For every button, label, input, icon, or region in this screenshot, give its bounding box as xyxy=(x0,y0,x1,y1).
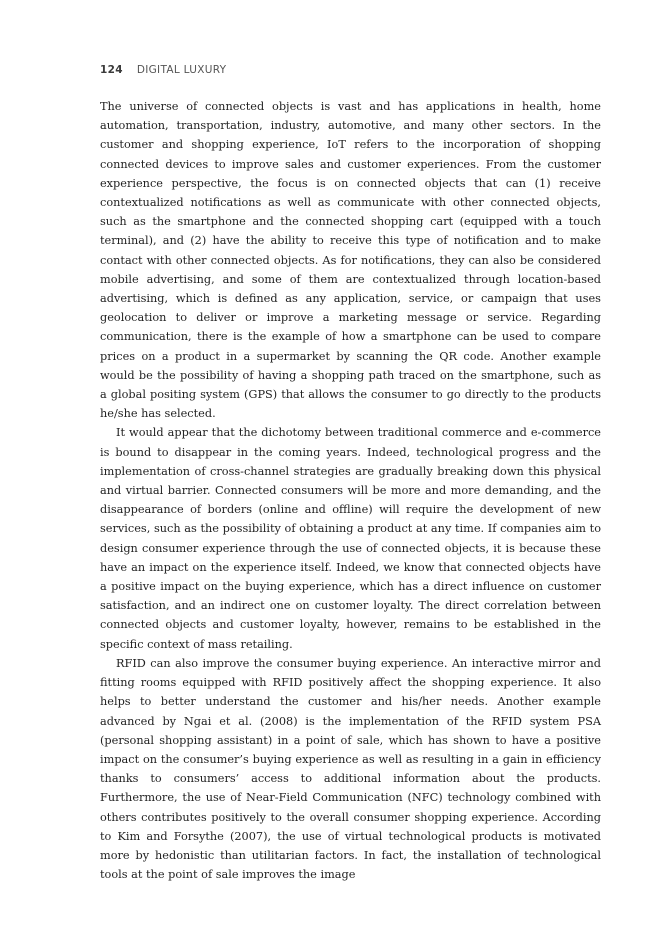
paragraph-iot-connected-objects: The universe of connected objects is vast and has applications in health, home automation, transportation, industry, automotive, and many other sectors. In the customer and shopping experience, IoT refers to the incorporation of shopping connected devices to improve sales and customer experiences. From the customer experience perspective, the focus is on connected objects that can (1) receive contextualized notifications as well as communicate with other connected objects, such as the smartphone and the connected shopping cart (equipped with a touch terminal), and (2) have the ability to receive this type of notification and to make contact with other connected objects. As for notifications, they can also be considered mobile advertising, and some of them are contextualized through location-based advertising, which is defined as any application, service, or campaign that uses geolocation to deliver or improve a marketing message or service. Regarding communication, there is the example of how a smartphone can be used to compare prices on a product in a supermarket by scanning the QR code. Another example would be the possibility of having a shopping path traced on the smartphone, such as a global positing system (GPS) that allows the consumer to go directly to the products he/she has selected. xyxy=(100,100,601,421)
book-title: DIGITAL LUXURY xyxy=(136,64,227,76)
paragraph-commerce-dichotomy: It would appear that the dichotomy between traditional commerce and e-commerce is bound to disappear in the coming years. Indeed, technological progress and the implementation of cross-channel strategies are gradually breaking down this physical and virtual barrier. Connected consumers will be more and more demanding, and the disappearance of borders (online and offline) will require the development of new services, such as the possibility of obtaining a product at any time. If companies aim to design consumer experience through the use of connected objects, it is because these have an impact on the experience itself. Indeed, we know that connected objects have a positive impact on the buying experience, which has a direct influence on customer satisfaction, and an indirect one on customer loyalty. The direct correlation between connected objects and customer loyalty, however, remains to be established in the specific context of mass retailing. xyxy=(100,426,601,651)
body-text xyxy=(100,97,601,884)
running-header xyxy=(100,64,226,76)
paragraph-rfid-experience: RFID can also improve the consumer buying experience. An interactive mirror and fitting rooms equipped with RFID positively affect the shopping experience. It also helps to better understand the customer and his/her needs. Another example advanced by Ngai et al. (2008) is the implementation of the RFID system PSA (personal shopping assistant) in a point of sale, which has shown to have a positive impact on the consumer’s buying experience as well as resulting in a gain in efficiency thanks to consumers’ access to additional information about the products. Furthermore, the use of Near-Field Communication (NFC) technology combined with others contributes positively to the overall consumer shopping experience. According to Kim and Forsythe (2007), the use of virtual technological products is motivated more by hedonistic than utilitarian factors. In fact, the installation of technological tools at the point of sale improves the image xyxy=(100,656,601,882)
page-number: 124 xyxy=(100,64,123,76)
